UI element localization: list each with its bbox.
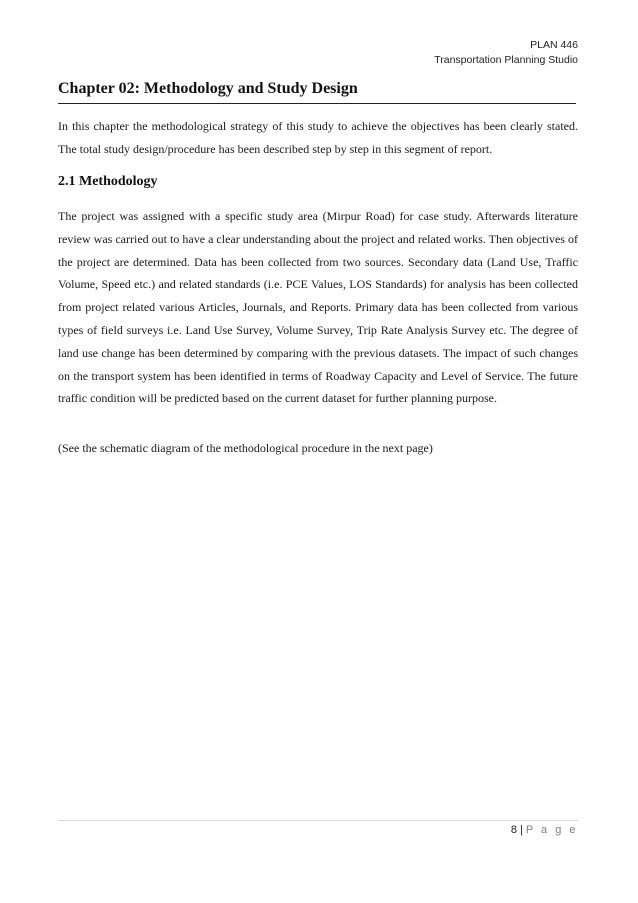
page-footer <box>511 824 578 836</box>
header-course: PLAN 446 <box>530 39 578 51</box>
chapter-title: Chapter 02: Methodology and Study Design <box>58 80 358 97</box>
title-underline <box>58 103 576 104</box>
header-studio: Transportation Planning Studio <box>434 54 578 66</box>
footer-divider <box>58 820 578 821</box>
page-number: 8 <box>510 824 517 836</box>
page-label: P a g e <box>525 824 578 836</box>
schematic-note: (See the schematic diagram of the methodological procedure in the next page) <box>58 441 433 455</box>
footer-separator: | <box>519 824 523 836</box>
page-header <box>434 38 578 68</box>
chapter-intro-paragraph: In this chapter the methodological strategy of this study to achieve the objectives has been clearly stated. The total study design/procedure has been described step by step in this segment of report. <box>58 119 578 156</box>
section-heading: 2.1 Methodology <box>58 174 158 189</box>
methodology-paragraph: The project was assigned with a specific study area (Mirpur Road) for case study. Afterwards literature review was carried out to have a clear understanding about the project and related works. Then objectives of the project are determined. Data has been collected from two sources. Secondary data (Land Use, Traffic Volume, Speed etc.) and related standards (i.e. PCE Values, LOS Standards) for analysis has been collected from project related various Articles, Journals, and Reports. Primary data has been collected from various types of field surveys i.e. Land Use Survey, Volume Survey, Trip Rate Analysis Survey etc. The degree of land use change has been determined by comparing with the previous datasets. The impact of such changes on the transport system has been identified in terms of Roadway Capacity and Level of Service. The future traffic condition will be predicted based on the current dataset for further planning purpose. <box>58 209 578 406</box>
